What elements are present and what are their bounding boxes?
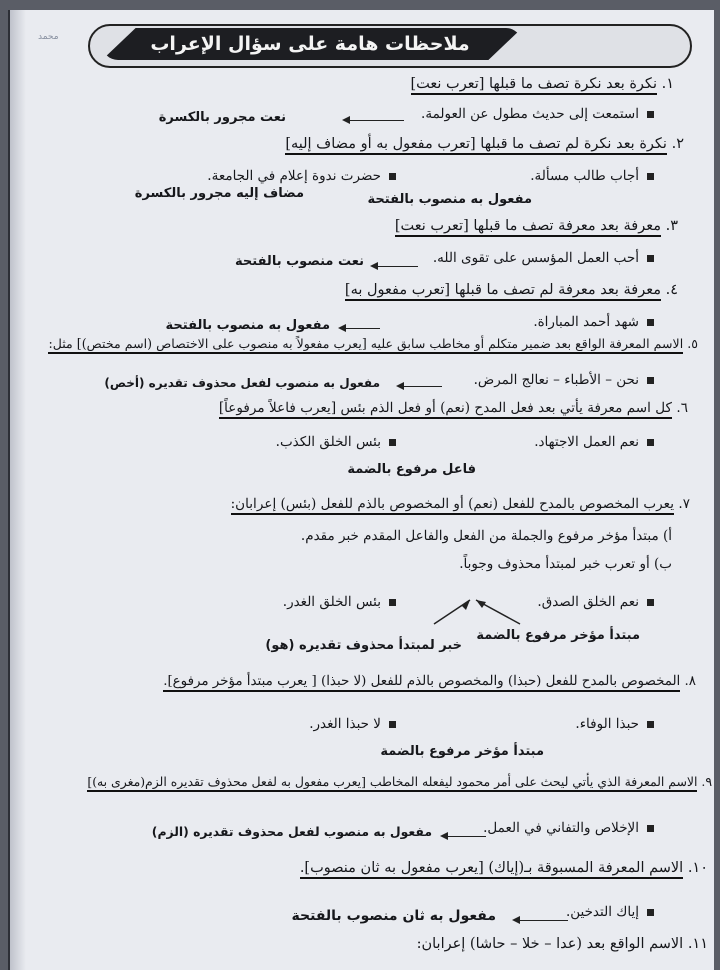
rule-8: ٨. المخصوص بالمدح للفعل (حبذا) والمخصوص بالذم للفعل (لا حبذا) [ يعرب مبتدأ مؤخر مرفوع].	[163, 674, 696, 689]
example-4: شهد أحمد المباراة.	[533, 314, 654, 330]
arrow-icon	[442, 836, 486, 837]
answer-6: فاعل مرفوع بالضمة	[347, 462, 476, 477]
example-5: نحن – الأطباء – نعالج المرض.	[474, 372, 654, 388]
rule-10: ١٠. الاسم المعرفة المسبوقة بـ(إياك) [يعرب مفعول به ثان منصوب].	[300, 860, 708, 876]
answer-4: مفعول به منصوب بالفتحة	[165, 318, 330, 333]
example-8b: لا حبذا الغدر.	[309, 716, 396, 732]
example-6b: بئس الخلق الكذب.	[276, 434, 396, 450]
example-8a: حبذا الوفاء.	[575, 716, 654, 732]
rule-7-option-b: ب) أو تعرب خبر لمبتدأ محذوف وجوباً.	[459, 556, 672, 572]
example-6a: نعم العمل الاجتهاد.	[534, 434, 654, 450]
rule-5: ٥. الاسم المعرفة الواقع بعد ضمير متكلم أو مخاطب سابق عليه [يعرب مفعولاً به منصوب على الاختصاص (اسم مختص)] مثل:	[48, 336, 698, 351]
answer-7b: خبر لمبتدأ محذوف تقديره (هو)	[265, 638, 462, 653]
example-2b: حضرت ندوة إعلام في الجامعة.	[207, 168, 396, 184]
example-7a: نعم الخلق الصدق.	[537, 594, 654, 610]
rule-7-option-a: أ) مبتدأ مؤخر مرفوع والجملة من الفعل والفاعل المقدم خبر مقدم.	[300, 528, 672, 544]
rule-7: ٧. يعرب المخصوص بالمدح للفعل (نعم) أو المخصوص بالذم للفعل (بئس) إعرابان:	[231, 496, 690, 512]
rule-1: ١. نكرة بعد نكرة تصف ما قبلها [تعرب نعت]	[411, 76, 674, 92]
rule-2: ٢. نكرة بعد نكرة لم تصف ما قبلها [تعرب مفعول به أو مضاف إليه]	[285, 136, 684, 152]
rule-4: ٤. معرفة بعد معرفة لم تصف ما قبلها [تعرب مفعول به]	[345, 282, 678, 298]
answer-2b: مضاف إليه مجرور بالكسرة	[134, 186, 304, 201]
bullet-icon	[647, 825, 654, 832]
arrow-icon	[514, 920, 568, 921]
answer-2a: مفعول به منصوب بالفتحة	[367, 192, 532, 207]
answer-7a: مبتدأ مؤخر مرفوع بالضمة	[476, 628, 640, 643]
example-10: إياك التدخين.	[566, 904, 654, 920]
example-7b: بئس الخلق الغدر.	[283, 594, 396, 610]
rule-11: ١١. الاسم الواقع بعد (عدا – خلا – حاشا) إعرابان:	[416, 936, 708, 952]
corner-stamp: ‫محمد	[38, 32, 59, 42]
example-2a: أجاب طالب مسألة.	[530, 168, 654, 184]
bullet-icon	[389, 721, 396, 728]
answer-3: نعت منصوب بالفتحة	[235, 254, 364, 269]
worksheet-page	[8, 10, 714, 970]
answer-1: نعت مجرور بالكسرة	[158, 110, 286, 125]
rule-3: ٣. معرفة بعد معرفة تصف ما قبلها [تعرب نعت]	[395, 218, 678, 234]
answer-8: مبتدأ مؤخر مرفوع بالضمة	[380, 744, 544, 759]
bullet-icon	[647, 721, 654, 728]
example-1: استمعت إلى حديث مطول عن العولمة.	[421, 106, 654, 122]
rule-9: ٩. الاسم المعرفة الذي يأتي ليحث على أمر محمود ليفعله المخاطب [يعرب مفعول به لفعل محذوف تقديره الزم(مغرى به)]	[87, 774, 712, 789]
answer-5: مفعول به منصوب لفعل محذوف تقديره (أخص)	[104, 376, 380, 390]
rule-6: ٦. كل اسم معرفة يأتي بعد فعل المدح (نعم) أو فعل الذم بئس [يعرب فاعلاً مرفوعاً]	[219, 400, 688, 416]
bullet-icon	[647, 909, 654, 916]
page-title: ملاحظات هامة على سؤال الإعراب	[150, 33, 470, 55]
example-3: أحب العمل المؤسس على تقوى الله.	[433, 250, 654, 266]
example-9: الإخلاص والتفاني في العمل.	[483, 820, 654, 836]
answer-9: مفعول به منصوب لفعل محذوف تقديره (الزم)	[151, 824, 432, 839]
answer-10: مفعول به ثان منصوب بالفتحة	[291, 908, 496, 924]
